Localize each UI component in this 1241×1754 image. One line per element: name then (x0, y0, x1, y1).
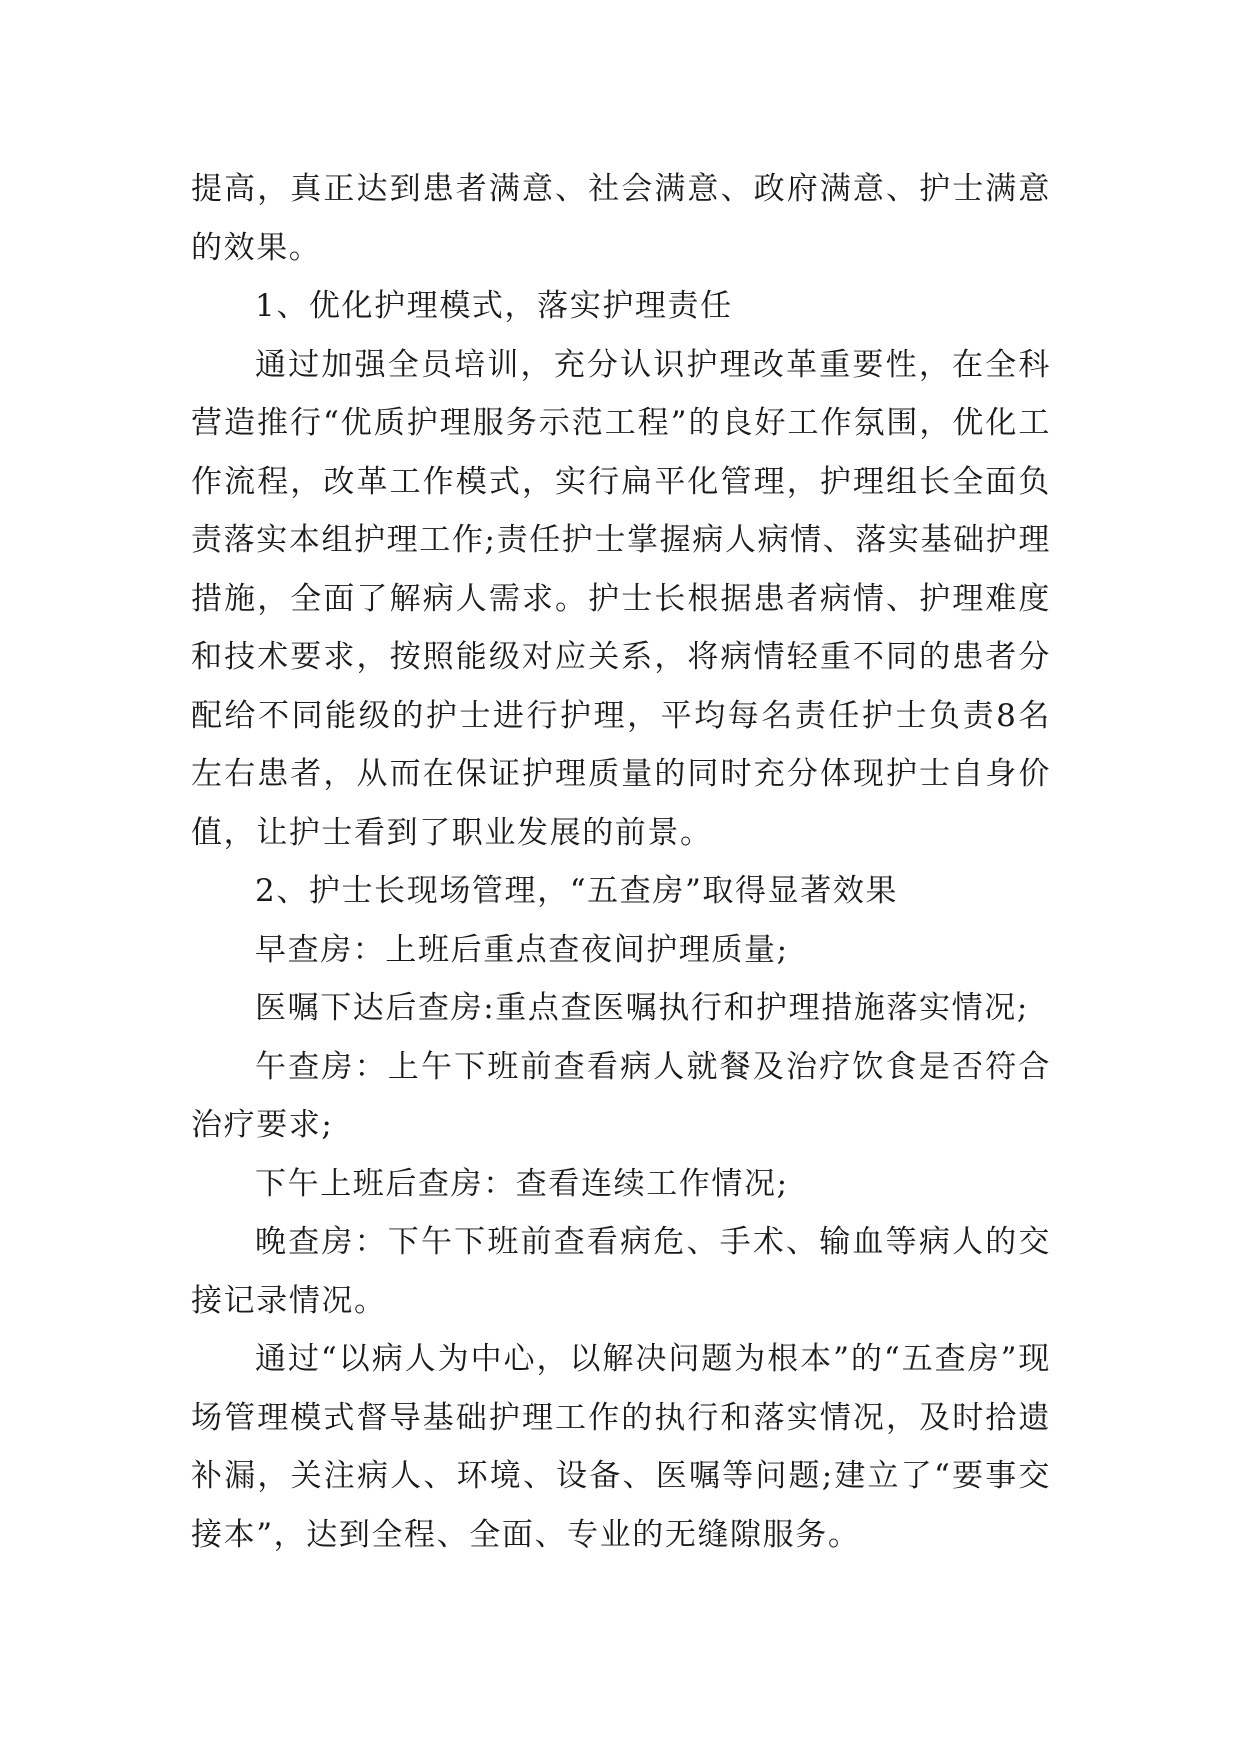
section-heading-2: 2、护士长现场管理，“五查房”取得显著效果 (255, 873, 899, 909)
paragraph-evening-rounds: 晚查房：下午下班前查看病危、手术、输血等病人的交接记录情况。 (191, 1224, 1051, 1319)
paragraph-morning-rounds: 早查房：上班后重点查夜间护理质量; (255, 931, 789, 968)
paragraph-nursing-model: 通过加强全员培训，充分认识护理改革重要性，在全科营造推行“优质护理服务示范工程”的良好工作氛围，优化工作流程，改革工作模式，实行扁平化管理，护理组长全面负责落实本组护理工作;责任护士掌握病人病情、落实基础护理措施，全面了解病人需求。护士长根据患者病情、护理难度和技术要求，按照能级对应关系，将病情轻重不同的患者分配给不同能级的护士进行护理，平均每名责任护士负责8名左右患者，从而在保证护理质量的同时充分体现护士自身价值，让护士看到了职业发展的前景。 (191, 346, 1051, 851)
paragraph-continuation: 提高，真正达到患者满意、社会满意、政府满意、护士满意的效果。 (191, 171, 1051, 266)
paragraph-summary: 通过“以病人为中心，以解决问题为根本”的“五查房”现场管理模式督导基础护理工作的执行和落实情况，及时拾遗补漏，关注病人、环境、设备、医嘱等问题;建立了“要事交接本”，达到全程、全面、专业的无缝隙服务。 (191, 1341, 1051, 1553)
document-body (191, 160, 1051, 1564)
paragraph-noon-rounds: 午查房：上午下班前查看病人就餐及治疗饮食是否符合治疗要求; (191, 1048, 1051, 1143)
paragraph-afternoon-rounds: 下午上班后查房：查看连续工作情况; (255, 1165, 789, 1202)
paragraph-order-rounds: 医嘱下达后查房:重点查医嘱执行和护理措施落实情况; (255, 990, 1029, 1026)
section-heading-1: 1、优化护理模式，落实护理责任 (255, 288, 733, 324)
